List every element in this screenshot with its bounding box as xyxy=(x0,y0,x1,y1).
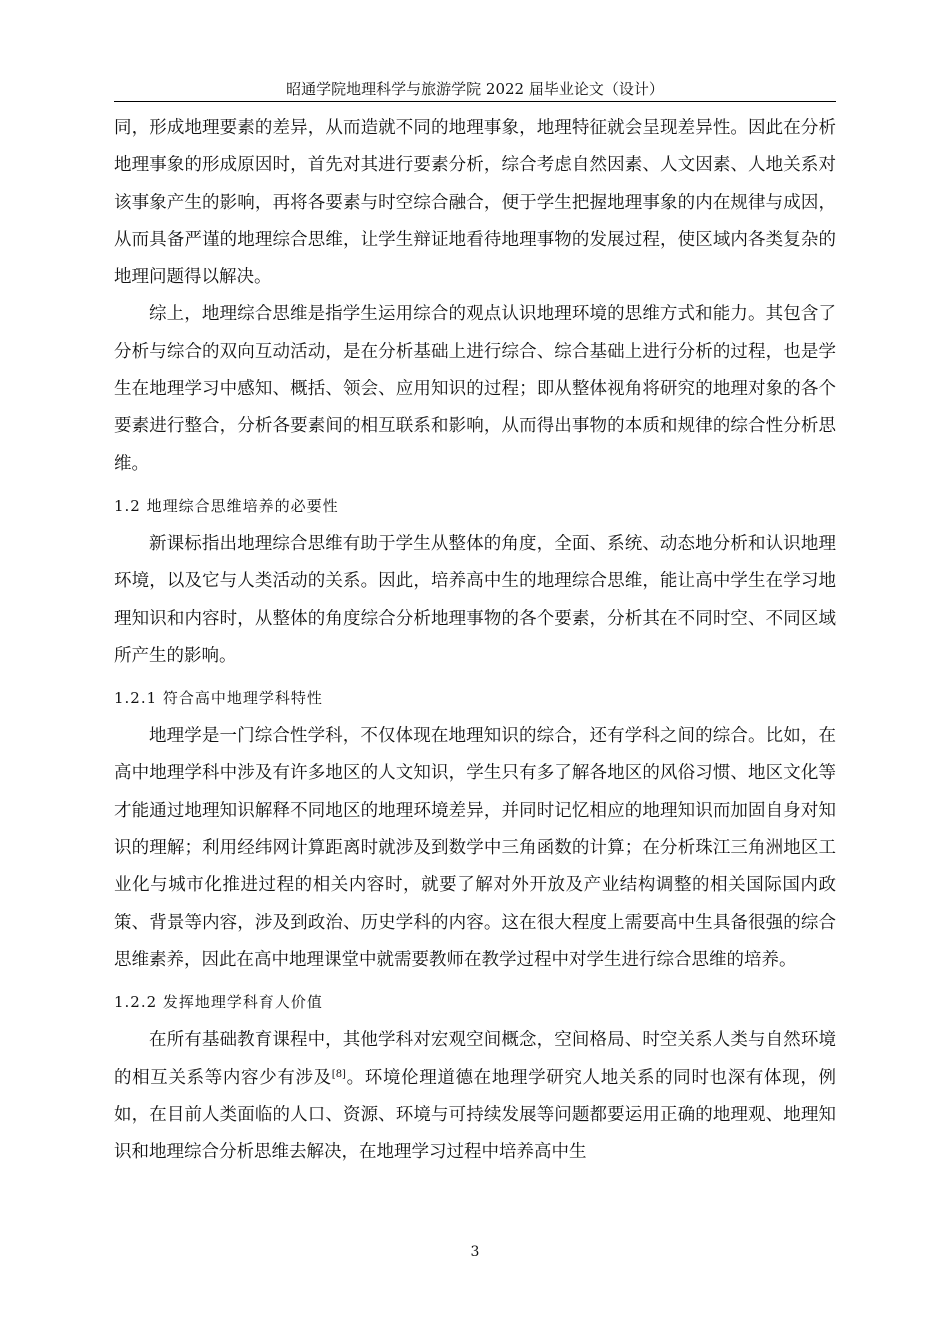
section-heading-1-2: 1.2 地理综合思维培养的必要性 xyxy=(114,496,339,515)
running-header: 昭通学院地理科学与旅游学院 2022 届毕业论文（设计） xyxy=(286,80,664,98)
spacer xyxy=(114,675,836,687)
paragraph-necessity: 新课标指出地理综合思维有助于学生从整体的角度，全面、系统、动态地分析和认识地理环境，以及它与人类活动的关系。因此，培养高中生的地理综合思维，能让高中学生在学习地理知识和内容时，从整体的角度综合分析地理事物的各个要素，分析其在不同时空、不同区域所产生的影响。 xyxy=(114,533,836,666)
paragraph-discipline-nature: 地理学是一门综合性学科，不仅体现在地理知识的综合，还有学科之间的综合。比如，在高中地理学科中涉及有许多地区的人文知识，学生只有多了解各地区的风俗习惯、地区文化等才能通过地理知识解释不同地区的地理环境差异，并同时记忆相应的地理知识而加固自身对知识的理解；利用经纬网计算距离时就涉及到数学中三角函数的计算；在分析珠江三角洲地区工业化与城市化推进过程的相关内容时，就要了解对外开放及产业结构调整的相关国际国内政策、背景等内容，涉及到政治、历史学科的内容。这在很大程度上需要高中生具备很强的综合思维素养，因此在高中地理课堂中就需要教师在教学过程中对学生进行综合思维的培养。 xyxy=(114,726,836,970)
header-divider xyxy=(114,101,836,102)
page-body xyxy=(114,110,836,1171)
paragraph-text-part-1: 在所有基础教育课程中，其他学科对宏观空间概念，空间格局、时空关系人类与自然环境的相互关系等内容少有涉及 xyxy=(114,1030,836,1088)
page-number: 3 xyxy=(470,1244,480,1260)
citation-marker[interactable]: [8] xyxy=(331,1068,346,1080)
section-heading-1-2-1: 1.2.1 符合高中地理学科特性 xyxy=(114,689,323,708)
spacer xyxy=(114,483,836,495)
spacer xyxy=(114,517,836,526)
paragraph-educational-value xyxy=(114,1022,836,1171)
paragraph-text-part-2: 。环境伦理道德在地理学研究人地关系的同时也深有体现，例如，在目前人类面临的人口、资源、环境与可持续发展等问题都要运用正确的地理观、地理知识和地理综合分析思维去解决，在地理学习过程中培养高中生 xyxy=(114,1067,837,1163)
section-heading-1-2-2: 1.2.2 发挥地理学科育人价值 xyxy=(114,993,323,1012)
spacer xyxy=(114,979,836,991)
paragraph-summary: 综上，地理综合思维是指学生运用综合的观点认识地理环境的思维方式和能力。其包含了分析与综合的双向互动活动，是在分析基础上进行综合、综合基础上进行分析的过程，也是学生在地理学习中感知、概括、领会、应用知识的过程；即从整体视角将研究的地理对象的各个要素进行整合，分析各要素间的相互联系和影响，从而得出事物的本质和规律的综合性分析思维。 xyxy=(114,304,836,474)
spacer xyxy=(114,709,836,718)
paragraph-continued: 同，形成地理要素的差异，从而造就不同的地理事象，地理特征就会呈现差异性。因此在分析地理事象的形成原因时，首先对其进行要素分析，综合考虑自然因素、人文因素、人地关系对该事象产生的影响，再将各要素与时空综合融合，便于学生把握地理事象的内在规律与成因，从而具备严谨的地理综合思维，让学生辩证地看待地理事物的发展过程，使区域内各类复杂的地理问题得以解决。 xyxy=(114,118,836,288)
spacer xyxy=(114,1013,836,1022)
